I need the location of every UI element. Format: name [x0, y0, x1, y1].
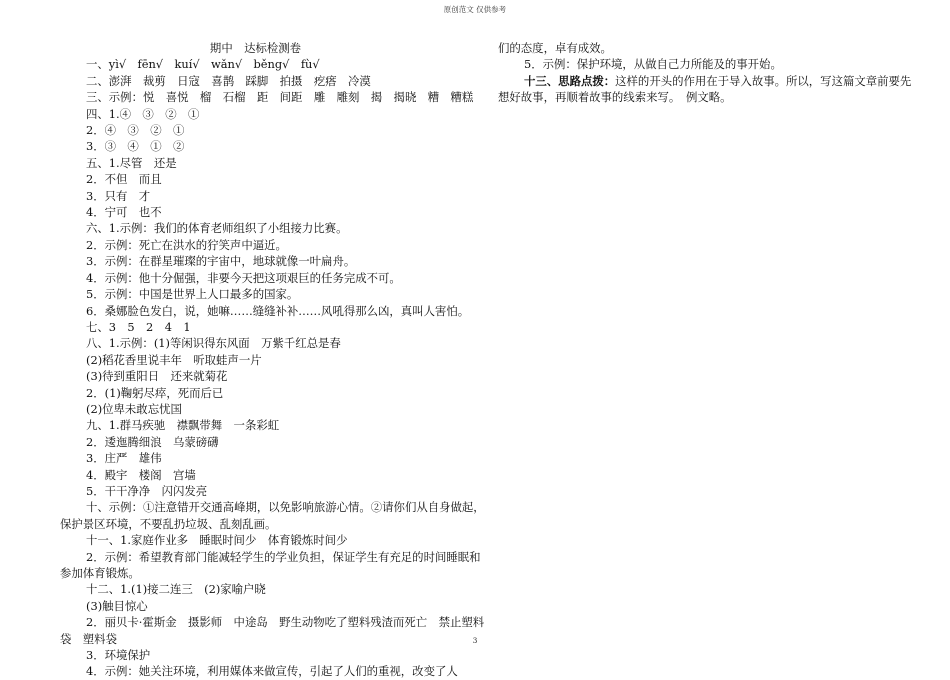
answer-line-s8c [60, 368, 485, 384]
answer-line-s12e [60, 663, 485, 679]
answer-text: 十、示例：①注意错开交通高峰期，以免影响旅游心情。②请你们从自身做起，保护景区环境，不要乱扔垃圾、乱刻乱画。 [60, 500, 485, 531]
answer-line-s6f [60, 303, 485, 319]
answer-line-s9e [60, 483, 485, 499]
answer-text: 3．只有 才 [86, 188, 151, 203]
answer-line-r1 [498, 40, 918, 56]
answer-line-s8 [60, 335, 485, 351]
answer-text: 3．庄严 雄伟 [86, 451, 162, 466]
answer-line-s5d [60, 204, 485, 220]
left-answer-list [60, 56, 485, 679]
answer-line-s5b [60, 171, 485, 187]
answer-text: 2．示例：死亡在洪水的狞笑声中逼近。 [86, 237, 287, 252]
answer-text: 6．桑娜脸色发白，说，她嘛……缝缝补补……风吼得那么凶，真叫人害怕。 [86, 303, 470, 318]
answer-line-s2 [60, 73, 485, 89]
answer-line-s5c [60, 188, 485, 204]
right-answer-list [498, 40, 918, 106]
answer-text: 5．干干净净 闪闪发亮 [86, 483, 208, 498]
answer-text: 五、1.尽管 还是 [86, 155, 177, 170]
answer-line-s9c [60, 450, 485, 466]
answer-line-s12 [60, 581, 485, 597]
answer-text: 4．殿宇 楼阁 宫墙 [86, 467, 196, 482]
answer-line-s6d [60, 270, 485, 286]
answer-text: 们的态度，卓有成效。 [498, 41, 612, 55]
answer-line-s12b [60, 598, 485, 614]
answer-line-s9d [60, 467, 485, 483]
answer-text: 5．示例：保护环境，从做自己力所能及的事开始。 [524, 57, 782, 72]
answer-line-s6 [60, 220, 485, 236]
right-column [498, 40, 918, 106]
page-header: 原创范文 仅供参考 [443, 5, 507, 14]
answer-text: 3．环境保护 [86, 648, 151, 663]
answer-text: 4．示例：她关注环境，利用媒体来做宣传，引起了人们的重视，改变了人 [86, 664, 458, 679]
answer-line-s6b [60, 237, 485, 253]
answer-text: 这样的开头的作用在于导入故事。所以，写这篇文章前要先想好故事，再顺着故事的线索来写。 例文略。 [498, 73, 912, 105]
answer-text: (2)位卑未敢忘忧国 [86, 401, 182, 416]
answer-line-s8d [60, 385, 485, 401]
page-number: 3 [472, 636, 478, 645]
answer-text: 2．示例：希望教育部门能减轻学生的学业负担，保证学生有充足的时间睡眠和参加体育锻炼。 [60, 549, 481, 580]
answer-text: (2)稻花香里说丰年 听取蛙声一片 [86, 352, 262, 367]
answer-text: 九、1.群马疾驰 襟飘带舞 一条彩虹 [86, 418, 280, 433]
document-title: 期中 达标检测卷 [209, 41, 302, 55]
answer-text: 2．不但 而且 [86, 172, 162, 187]
answer-text: 十一、1.家庭作业多 睡眠时间少 体育锻炼时间少 [86, 533, 348, 548]
answer-line-s7 [60, 319, 485, 335]
answer-line-s8b [60, 352, 485, 368]
answer-text: (3)待到重阳日 还来就菊花 [86, 369, 228, 384]
answer-text: 三、示例：悦 喜悦 榴 石榴 距 间距 雕 雕刻 揭 揭晓 糟 糟糕 [86, 90, 474, 105]
answer-text: 4．宁可 也不 [86, 205, 162, 220]
answer-line-s4b [60, 122, 485, 138]
answer-line-s3 [60, 89, 485, 105]
answer-line-s12d [60, 647, 485, 663]
answer-text: 二、澎湃 裁剪 日寇 喜鹊 踩脚 拍摄 疙瘩 冷漠 [86, 73, 371, 88]
answer-line-s6e [60, 286, 485, 302]
answer-line-r3 [498, 73, 918, 106]
answer-line-s11b [60, 549, 485, 582]
answer-line-r2 [498, 56, 918, 72]
answer-line-s5 [60, 155, 485, 171]
answer-text: 2．逶迤腾细浪 乌蒙磅礴 [86, 434, 219, 449]
answer-text: 2．④ ③ ② ① [86, 123, 185, 138]
answer-text: 5．示例：中国是世界上人口最多的国家。 [86, 287, 299, 302]
answer-text: 六、1.示例：我们的体育老师组织了小组接力比赛。 [86, 221, 348, 236]
answer-line-s11 [60, 532, 485, 548]
left-column [60, 40, 485, 680]
answer-text: 八、1.示例：(1)等闲识得东风面 万紫千红总是春 [86, 336, 341, 351]
answer-text: 2．(1)鞠躬尽瘁，死而后已 [86, 385, 224, 400]
answer-text: 3．③ ④ ① ② [86, 139, 185, 154]
answer-line-s9b [60, 434, 485, 450]
answer-line-s8e [60, 401, 485, 417]
answer-text: 2．丽贝卡·霍斯金 摄影师 中途岛 野生动物吃了塑料残渣而死亡 禁止塑料袋 塑料袋 [60, 615, 485, 646]
answer-heading: 十三、思路点拨： [524, 73, 616, 88]
answer-line-s10 [60, 499, 485, 532]
answer-text: 3．示例：在群星璀璨的宇宙中，地球就像一叶扁舟。 [86, 254, 356, 269]
answer-line-s4 [60, 106, 485, 122]
answer-line-s6c [60, 253, 485, 269]
answer-text: 七、3 5 2 4 1 [86, 319, 191, 334]
answer-line-s4c [60, 138, 485, 154]
answer-line-s1 [60, 56, 485, 72]
answer-text: 一、yì√ fēn√ kuí√ wǎn√ běng√ fù√ [86, 57, 320, 72]
answer-text: 十二、1.(1)接二连三 (2)家喻户晓 [86, 582, 266, 597]
answer-text: 四、1.④ ③ ② ① [86, 106, 200, 121]
answer-text: 4．示例：他十分倔强，非要今天把这项艰巨的任务完成不可。 [86, 270, 401, 285]
answer-text: (3)触目惊心 [86, 598, 148, 613]
answer-line-s9 [60, 417, 485, 433]
